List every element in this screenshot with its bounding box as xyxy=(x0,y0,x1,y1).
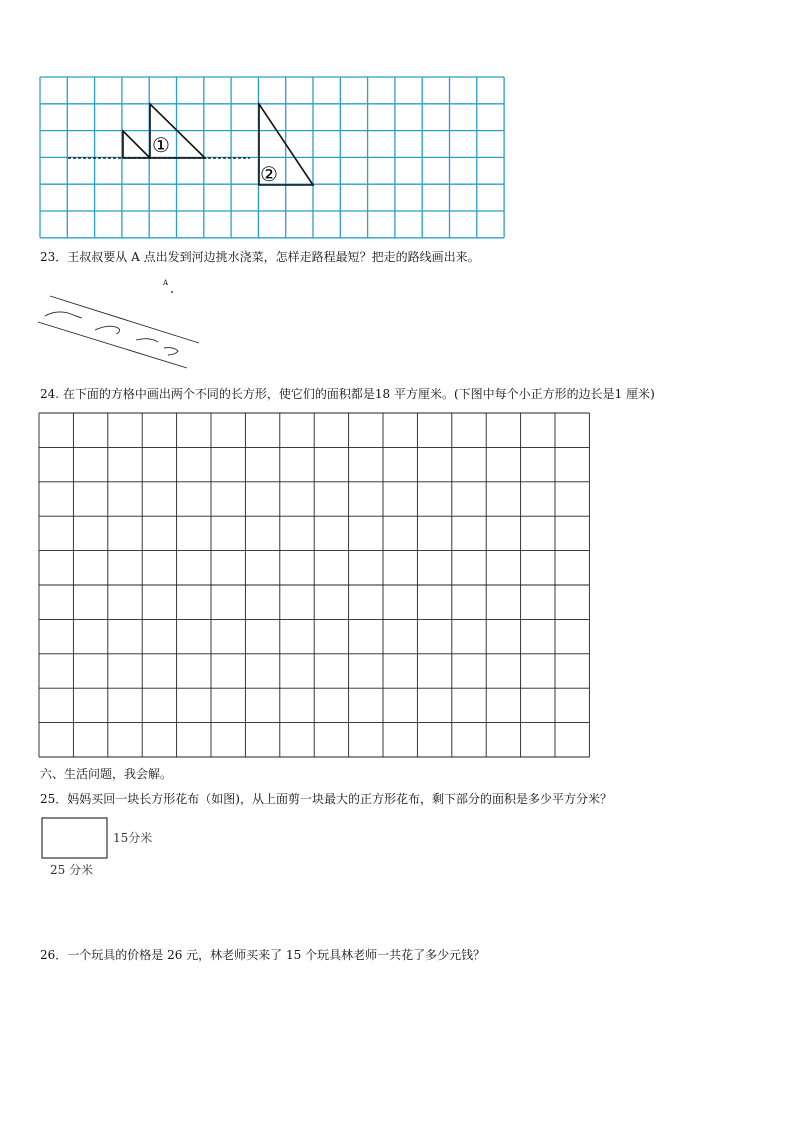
triangle-small-left xyxy=(123,131,150,158)
width-label: 25 分米 xyxy=(50,863,94,877)
cloth-rectangle-figure xyxy=(0,810,794,890)
answer-grid-figure xyxy=(0,405,794,765)
answer-grid xyxy=(39,413,589,757)
question-23-text: 23．王叔叔要从 A 点出发到河边挑水浇菜，怎样走路程最短？把走的路线画出来。 xyxy=(40,250,480,264)
question-26-text: 26．一个玩具的价格是 26 元，林老师买来了 15 个玩具林老师一共花了多少元钱？ xyxy=(40,948,486,962)
water-wave-1 xyxy=(45,312,82,318)
water-wave-3 xyxy=(136,339,158,342)
point-a-label: A xyxy=(163,279,169,287)
transformation-grid-figure xyxy=(0,0,794,250)
water-wave-2 xyxy=(95,326,119,334)
river-bank-upper xyxy=(50,296,199,343)
river-bank-lower xyxy=(38,322,187,368)
point-a-dot xyxy=(171,291,173,293)
question-25-text: 25．妈妈买回一块长方形花布（如图)，从上面剪一块最大的正方形花布，剩下部分的面积是多少平方分米？ xyxy=(40,792,612,806)
water-wave-4 xyxy=(164,348,178,355)
river-figure xyxy=(0,270,794,370)
cloth-rectangle xyxy=(42,818,107,858)
shape-1-label: ① xyxy=(152,133,170,157)
shape-2-label: ② xyxy=(260,162,278,186)
question-24-text: 24. 在下面的方格中画出两个不同的长方形，使它们的面积都是18 平方厘米。(下图中每个小正方形的边长是1 厘米) xyxy=(40,387,655,401)
height-label: 15分米 xyxy=(113,831,153,845)
section-6-title: 六、生活问题，我会解。 xyxy=(40,767,173,781)
